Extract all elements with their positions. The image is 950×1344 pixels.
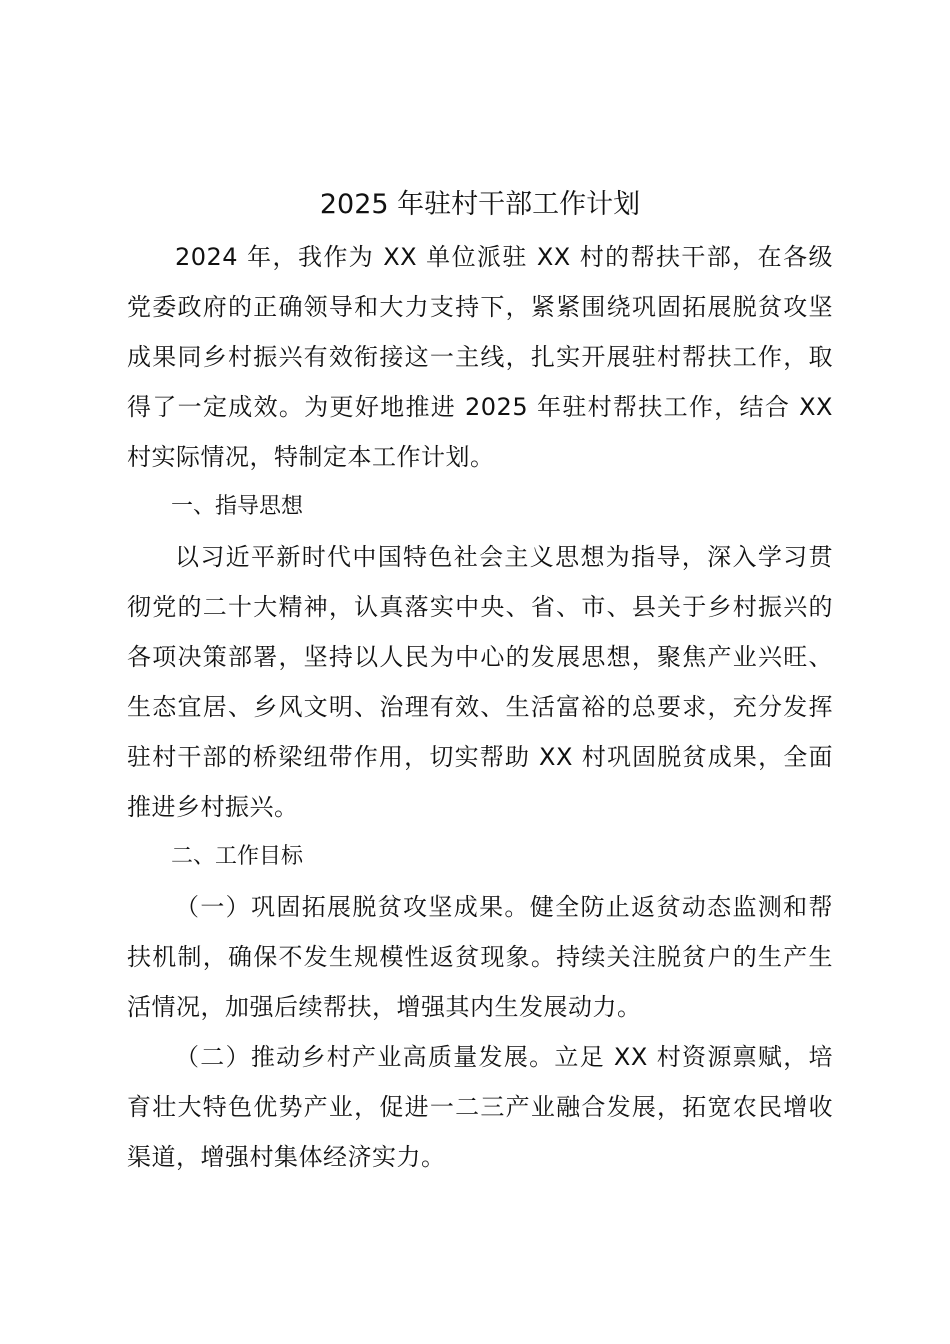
guiding-ideology-paragraph: 以习近平新时代中国特色社会主义思想为指导，深入学习贯彻党的二十大精神，认真落实中央、省、市、县关于乡村振兴的各项决策部署，坚持以人民为中心的发展思想，聚焦产业兴旺、生态宜居、乡风文明、治理有效、生活富裕的总要求，充分发挥驻村干部的桥梁纽带作用，切实帮助 XX 村巩固脱贫成果，全面推进乡村振兴。	[127, 543, 833, 821]
section-heading-work-goals: 二、工作目标	[171, 844, 304, 869]
work-goal-item-2: （二）推动乡村产业高质量发展。立足 XX 村资源禀赋，培育壮大特色优势产业，促进一二三产业融合发展，拓宽农民增收渠道，增强村集体经济实力。	[127, 1043, 833, 1171]
intro-paragraph: 2024 年，我作为 XX 单位派驻 XX 村的帮扶干部，在各级党委政府的正确领导和大力支持下，紧紧围绕巩固拓展脱贫攻坚成果同乡村振兴有效衔接这一主线，扎实开展驻村帮扶工作，取得了一定成效。为更好地推进 2025 年驻村帮扶工作，结合 XX 村实际情况，特制定本工作计划。	[127, 243, 833, 471]
document-page	[127, 182, 833, 1182]
work-goal-item-1: （一）巩固拓展脱贫攻坚成果。健全防止返贫动态监测和帮扶机制，确保不发生规模性返贫现象。持续关注脱贫户的生产生活情况，加强后续帮扶，增强其内生发展动力。	[127, 893, 833, 1021]
document-title: 2025 年驻村干部工作计划	[319, 189, 641, 220]
section-heading-guiding-ideology: 一、指导思想	[171, 494, 304, 519]
